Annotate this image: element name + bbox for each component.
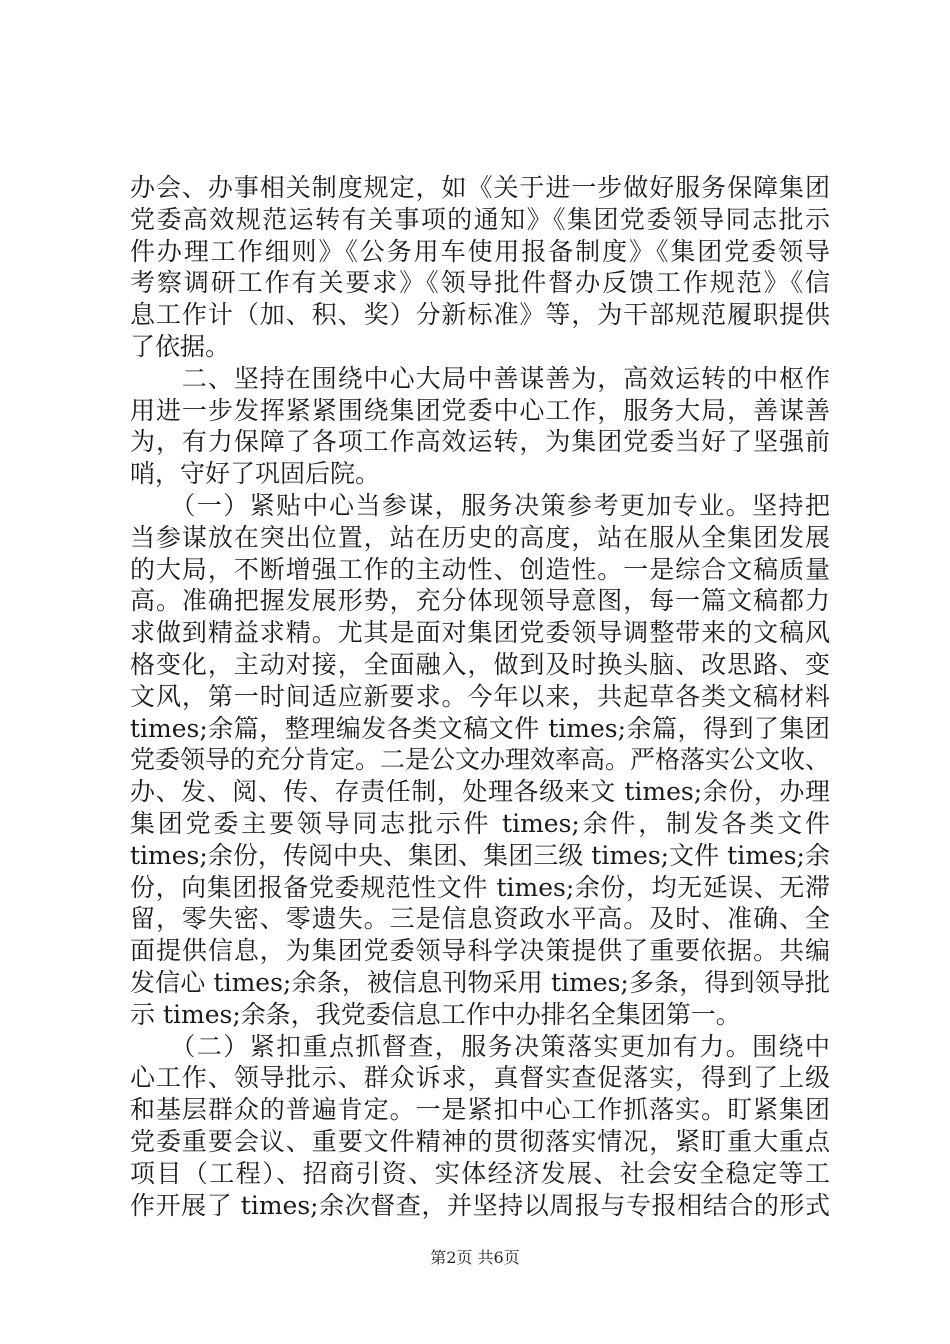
- text-line: 项目（工程）、招商引资、实体经济发展、社会安全稳定等工: [130, 1158, 830, 1188]
- text-line: 高。准确把握发展形势，充分体现领导意图，每一篇文稿都力: [130, 586, 830, 616]
- text-line: times;余篇，整理编发各类文稿文件 times;余篇，得到了集团: [130, 713, 830, 743]
- text-line: 为，有力保障了各项工作高效运转，为集团党委当好了坚强前: [130, 427, 830, 457]
- text-line: 件办理工作细则》《公务用车使用报备制度》《集团党委领导: [130, 236, 830, 266]
- text-line: （二）紧扣重点抓督查，服务决策落实更加有力。围绕中: [130, 1031, 830, 1061]
- text-line: 心工作、领导批示、群众诉求，真督实查促落实，得到了上级: [130, 1063, 830, 1093]
- text-line: 集团党委主要领导同志批示件 times;余件，制发各类文件: [130, 808, 830, 838]
- text-line: 作开展了 times;余次督查，并坚持以周报与专报相结合的形式: [130, 1190, 830, 1220]
- text-line: 当参谋放在突出位置，站在历史的高度，站在服从全集团发展: [130, 522, 830, 552]
- text-line: 党委高效规范运转有关事项的通知》《集团党委领导同志批示: [130, 204, 830, 234]
- text-line: 发信心 times;余条，被信息刊物采用 times;多条，得到领导批: [130, 967, 830, 997]
- text-line: 文风，第一时间适应新要求。今年以来，共起草各类文稿材料: [130, 681, 830, 711]
- text-line: 面提供信息，为集团党委领导科学决策提供了重要依据。共编: [130, 936, 830, 966]
- text-line: 份，向集团报备党委规范性文件 times;余份，均无延误、无滞: [130, 872, 830, 902]
- text-line: 示 times;余条，我党委信息工作中办排名全集团第一。: [130, 999, 741, 1029]
- text-line: 党委重要会议、重要文件精神的贯彻落实情况，紧盯重大重点: [130, 1126, 830, 1156]
- paragraph-4: [130, 1031, 830, 1222]
- text-line: 办、发、阅、传、存责任制，处理各级来文 times;余份，办理: [130, 777, 830, 807]
- paragraph-1: [130, 172, 830, 363]
- page-number-footer: 第2页 共6页: [430, 1248, 520, 1267]
- text-line: 的大局，不断增强工作的主动性、创造性。一是综合文稿质量: [130, 554, 830, 584]
- paragraph-3: [130, 490, 830, 1031]
- text-line: 党委领导的充分肯定。二是公文办理效率高。严格落实公文收、: [130, 745, 831, 775]
- text-line: 哨，守好了巩固后院。: [130, 459, 381, 489]
- text-line: 息工作计（加、积、奖）分新标准》等，为干部规范履职提供: [130, 300, 830, 330]
- text-line: 了依据。: [130, 331, 231, 361]
- text-line: 求做到精益求精。尤其是面对集团党委领导调整带来的文稿风: [130, 618, 830, 648]
- text-line: times;余份，传阅中央、集团、集团三级 times;文件 times;余: [130, 840, 830, 870]
- text-line: 和基层群众的普遍肯定。一是紧扣中心工作抓落实。盯紧集团: [130, 1095, 830, 1125]
- text-line: 用进一步发挥紧紧围绕集团党委中心工作，服务大局，善谋善: [130, 395, 830, 425]
- text-line: 留，零失密、零遗失。三是信息资政水平高。及时、准确、全: [130, 904, 830, 934]
- document-body: [130, 172, 830, 1221]
- paragraph-2: [130, 363, 830, 490]
- text-line: 二、坚持在围绕中心大局中善谋善为，高效运转的中枢作: [130, 363, 830, 393]
- text-line: 办会、办事相关制度规定，如《关于进一步做好服务保障集团: [130, 173, 830, 202]
- text-line: 格变化，主动对接，全面融入，做到及时换头脑、改思路、变: [130, 649, 830, 679]
- text-line: （一）紧贴中心当参谋，服务决策参考更加专业。坚持把: [130, 490, 830, 520]
- text-line: 考察调研工作有关要求》《领导批件督办反馈工作规范》《信: [130, 268, 830, 298]
